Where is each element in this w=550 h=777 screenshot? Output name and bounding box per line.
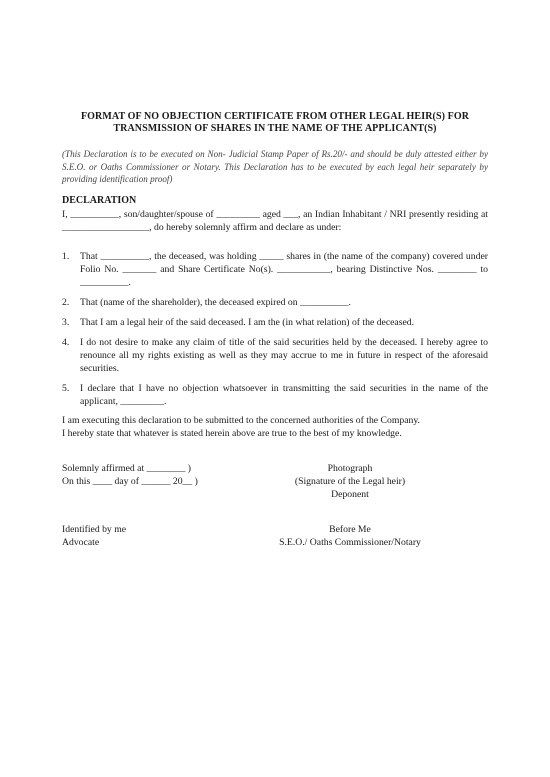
document-title: FORMAT OF NO OBJECTION CERTIFICATE FROM OTHER LEGAL HEIR(S) FOR TRANSMISSION OF SHARES IN THE NAME OF THE APPLICANT(S) [80,111,470,134]
identified-block [62,523,126,549]
declaration-item [62,316,488,329]
declaration-item [62,382,488,408]
identified-by-label: Identified by me [62,524,127,535]
item-number: 4. [62,337,70,348]
declaration-heading: DECLARATION [62,195,137,206]
item-number: 1. [62,251,70,262]
declaration-item [62,336,488,375]
photograph-label: Photograph [327,463,373,474]
deponent-block [270,462,430,501]
advocate-label: Advocate [62,537,100,548]
before-me-block [250,523,450,549]
closing-line: I hereby state that whatever is stated herein above are true to the best of my knowledge. [62,428,402,439]
closing-line: I am executing this declaration to be submitted to the concerned authorities of the Company. [62,415,420,426]
declaration-item [62,250,488,289]
item-number: 3. [62,317,70,328]
affirmed-date-line: On this ____ day of ______ 20__ ) [62,476,198,487]
affirmation-block [62,462,198,488]
declaration-intro: I, __________, son/daughter/spouse of _________ aged ___, an Indian Inhabitant / NRI presently residing at __________________, do hereby solemnly affirm and declare as under: [62,209,488,233]
affirmed-at-line: Solemnly affirmed at ________ ) [62,463,191,474]
signature-label: (Signature of the Legal heir) [294,476,406,487]
item-text: That (name of the shareholder), the deceased expired on __________. [80,297,351,308]
item-text: I declare that I have no objection whatsoever in transmitting the said securities in the name of the applicant, _________. [80,383,488,407]
before-me-label: Before Me [329,524,371,535]
declaration-item [62,296,488,309]
item-text: I do not desire to make any claim of title of the said securities held by the deceased. I hereby agree to renounce all my rights existing as well as they may accrue to me in future in respect of the aforesaid securities. [80,337,488,374]
authority-label: S.E.O./ Oaths Commissioner/Notary [279,537,421,548]
item-number: 5. [62,383,70,394]
item-text: That I am a legal heir of the said deceased. I am the (in what relation) of the deceased. [80,317,415,328]
declaration-items [62,250,488,408]
item-text: That __________, the deceased, was holding _____ shares in (the name of the company) covered under Folio No. _______ and Share Certificate No(s). ___________, bearing Distinctive Nos. ________ to __________. [80,251,488,288]
instruction-note: (This Declaration is to be executed on Non- Judicial Stamp Paper of Rs.20/- and should be duly attested either by S.E.O. or Oaths Commissioner or Notary. This Declaration has to be executed by each legal heir separately by providing identification proof) [62,149,488,184]
deponent-label: Deponent [331,489,369,500]
closing-statement [62,414,488,440]
item-number: 2. [62,297,70,308]
